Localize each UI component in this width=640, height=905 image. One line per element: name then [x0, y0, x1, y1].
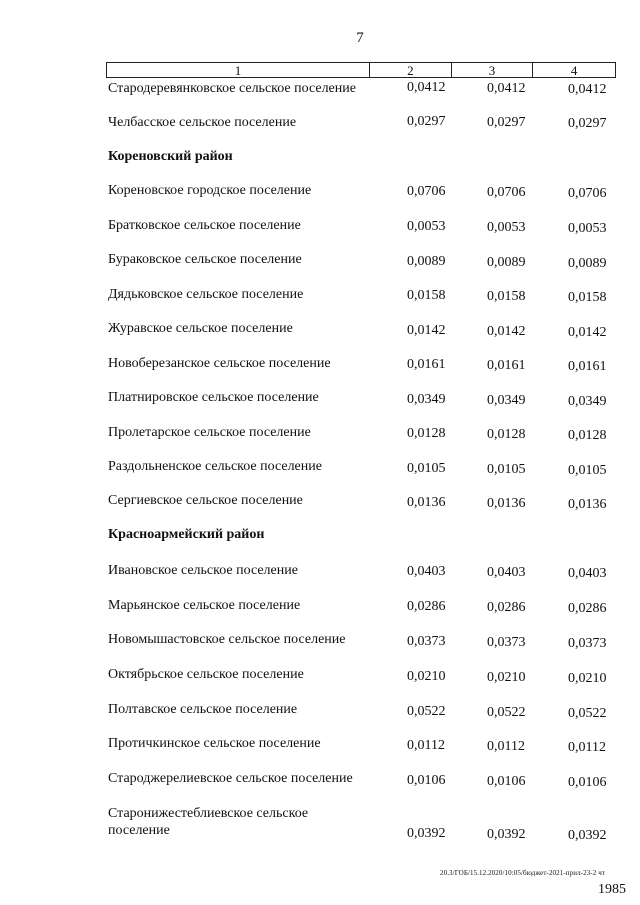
value-col-4: 0,0106 [568, 775, 607, 790]
value-col-4: 0,0112 [568, 740, 606, 755]
settlement-name: Октябрьское сельское поселение [108, 667, 304, 682]
settlement-name: Староджерелиевское сельское поселение [108, 771, 353, 786]
value-col-4: 0,0522 [568, 706, 607, 721]
value-col-3: 0,0128 [487, 427, 526, 442]
footer-note: 20.3/ГОБ/15.12.2020/10:05/бюджет-2021-прил-23-2 чт [440, 869, 605, 877]
settlement-name: Пролетарское сельское поселение [108, 425, 311, 440]
value-col-3: 0,0706 [487, 185, 526, 200]
value-col-2: 0,0089 [407, 254, 446, 269]
value-col-4: 0,0706 [568, 186, 607, 201]
value-col-2: 0,0522 [407, 704, 446, 719]
settlement-name: Ивановское сельское поселение [108, 563, 298, 578]
value-col-3: 0,0373 [487, 635, 526, 650]
value-col-2: 0,0403 [407, 564, 446, 579]
value-col-3: 0,0412 [487, 81, 526, 96]
value-col-3: 0,0136 [487, 496, 526, 511]
value-col-2: 0,0142 [407, 323, 446, 338]
value-col-2: 0,0210 [407, 669, 446, 684]
settlement-name: Марьянское сельское поселение [108, 598, 301, 613]
page-number: 7 [356, 30, 364, 46]
settlement-name: Полтавское сельское поселение [108, 702, 298, 717]
value-col-4: 0,0286 [568, 601, 607, 616]
value-col-2: 0,0706 [407, 184, 446, 199]
district-name: Красноармейский район [108, 527, 265, 542]
settlement-name: Платнировское сельское поселение [108, 390, 319, 405]
settlement-name: Сергиевское сельское поселение [108, 493, 303, 508]
value-col-4: 0,0349 [568, 394, 607, 409]
value-col-4: 0,0392 [568, 828, 607, 843]
settlement-name: Бураковское сельское поселение [108, 252, 302, 267]
value-col-4: 0,0161 [568, 359, 607, 374]
value-col-2: 0,0158 [407, 288, 446, 303]
value-col-4: 0,0403 [568, 566, 607, 581]
settlement-name: Дядьковское сельское поселение [108, 287, 304, 302]
settlement-name: Кореновское городское поселение [108, 183, 312, 198]
value-col-3: 0,0297 [487, 115, 526, 130]
value-col-4: 0,0210 [568, 671, 607, 686]
value-col-2: 0,0161 [407, 357, 446, 372]
value-col-3: 0,0158 [487, 289, 526, 304]
value-col-3: 0,0286 [487, 600, 526, 615]
settlement-name: Журавское сельское поселение [108, 321, 293, 336]
value-col-3: 0,0522 [487, 705, 526, 720]
settlement-name: Новоберезанское сельское поселение [108, 356, 331, 371]
district-name: Кореновский район [108, 149, 233, 164]
settlement-name: Раздольненское сельское поселение [108, 459, 322, 474]
value-col-2: 0,0106 [407, 773, 446, 788]
value-col-4: 0,0089 [568, 256, 607, 271]
value-col-2: 0,0392 [407, 826, 446, 841]
value-col-3: 0,0403 [487, 565, 526, 580]
value-col-4: 0,0105 [568, 463, 607, 478]
settlement-name: Братковское сельское поселение [108, 218, 301, 233]
value-col-3: 0,0142 [487, 324, 526, 339]
settlement-name: Стародеревянковское сельское поселение [108, 81, 356, 96]
table-header [106, 62, 616, 78]
value-col-3: 0,0112 [487, 739, 525, 754]
value-col-4: 0,0412 [568, 82, 607, 97]
header-col-4: 4 [570, 63, 578, 78]
value-col-2: 0,0105 [407, 461, 446, 476]
header-col-2: 2 [370, 63, 452, 77]
settlement-name: Новомышастовское сельское поселение [108, 632, 346, 647]
value-col-3: 0,0392 [487, 827, 526, 842]
header-col-3: 3 [452, 63, 534, 77]
value-col-4: 0,0128 [568, 428, 607, 443]
settlement-name: Челбасское сельское поселение [108, 115, 297, 130]
value-col-3: 0,0089 [487, 255, 526, 270]
settlement-name: Протичкинское сельское поселение [108, 736, 321, 751]
value-col-4: 0,0373 [568, 636, 607, 651]
value-col-4: 0,0053 [568, 221, 607, 236]
value-col-4: 0,0297 [568, 116, 607, 131]
value-col-2: 0,0412 [407, 80, 446, 95]
value-col-2: 0,0128 [407, 426, 446, 441]
sheet-number: 1985 [598, 882, 626, 897]
value-col-2: 0,0373 [407, 634, 446, 649]
value-col-2: 0,0286 [407, 599, 446, 614]
value-col-4: 0,0142 [568, 325, 607, 340]
value-col-2: 0,0136 [407, 495, 446, 510]
header-col-1: 1 [107, 63, 370, 77]
settlement-name: Старонижестеблиевское сельское поселение [108, 806, 309, 838]
value-col-2: 0,0297 [407, 114, 446, 129]
value-col-3: 0,0053 [487, 220, 526, 235]
value-col-3: 0,0106 [487, 774, 526, 789]
value-col-3: 0,0349 [487, 393, 526, 408]
value-col-4: 0,0158 [568, 290, 607, 305]
value-col-2: 0,0349 [407, 392, 446, 407]
value-col-2: 0,0112 [407, 738, 445, 753]
value-col-2: 0,0053 [407, 219, 446, 234]
value-col-3: 0,0105 [487, 462, 526, 477]
value-col-3: 0,0161 [487, 358, 526, 373]
value-col-4: 0,0136 [568, 497, 607, 512]
value-col-3: 0,0210 [487, 670, 526, 685]
